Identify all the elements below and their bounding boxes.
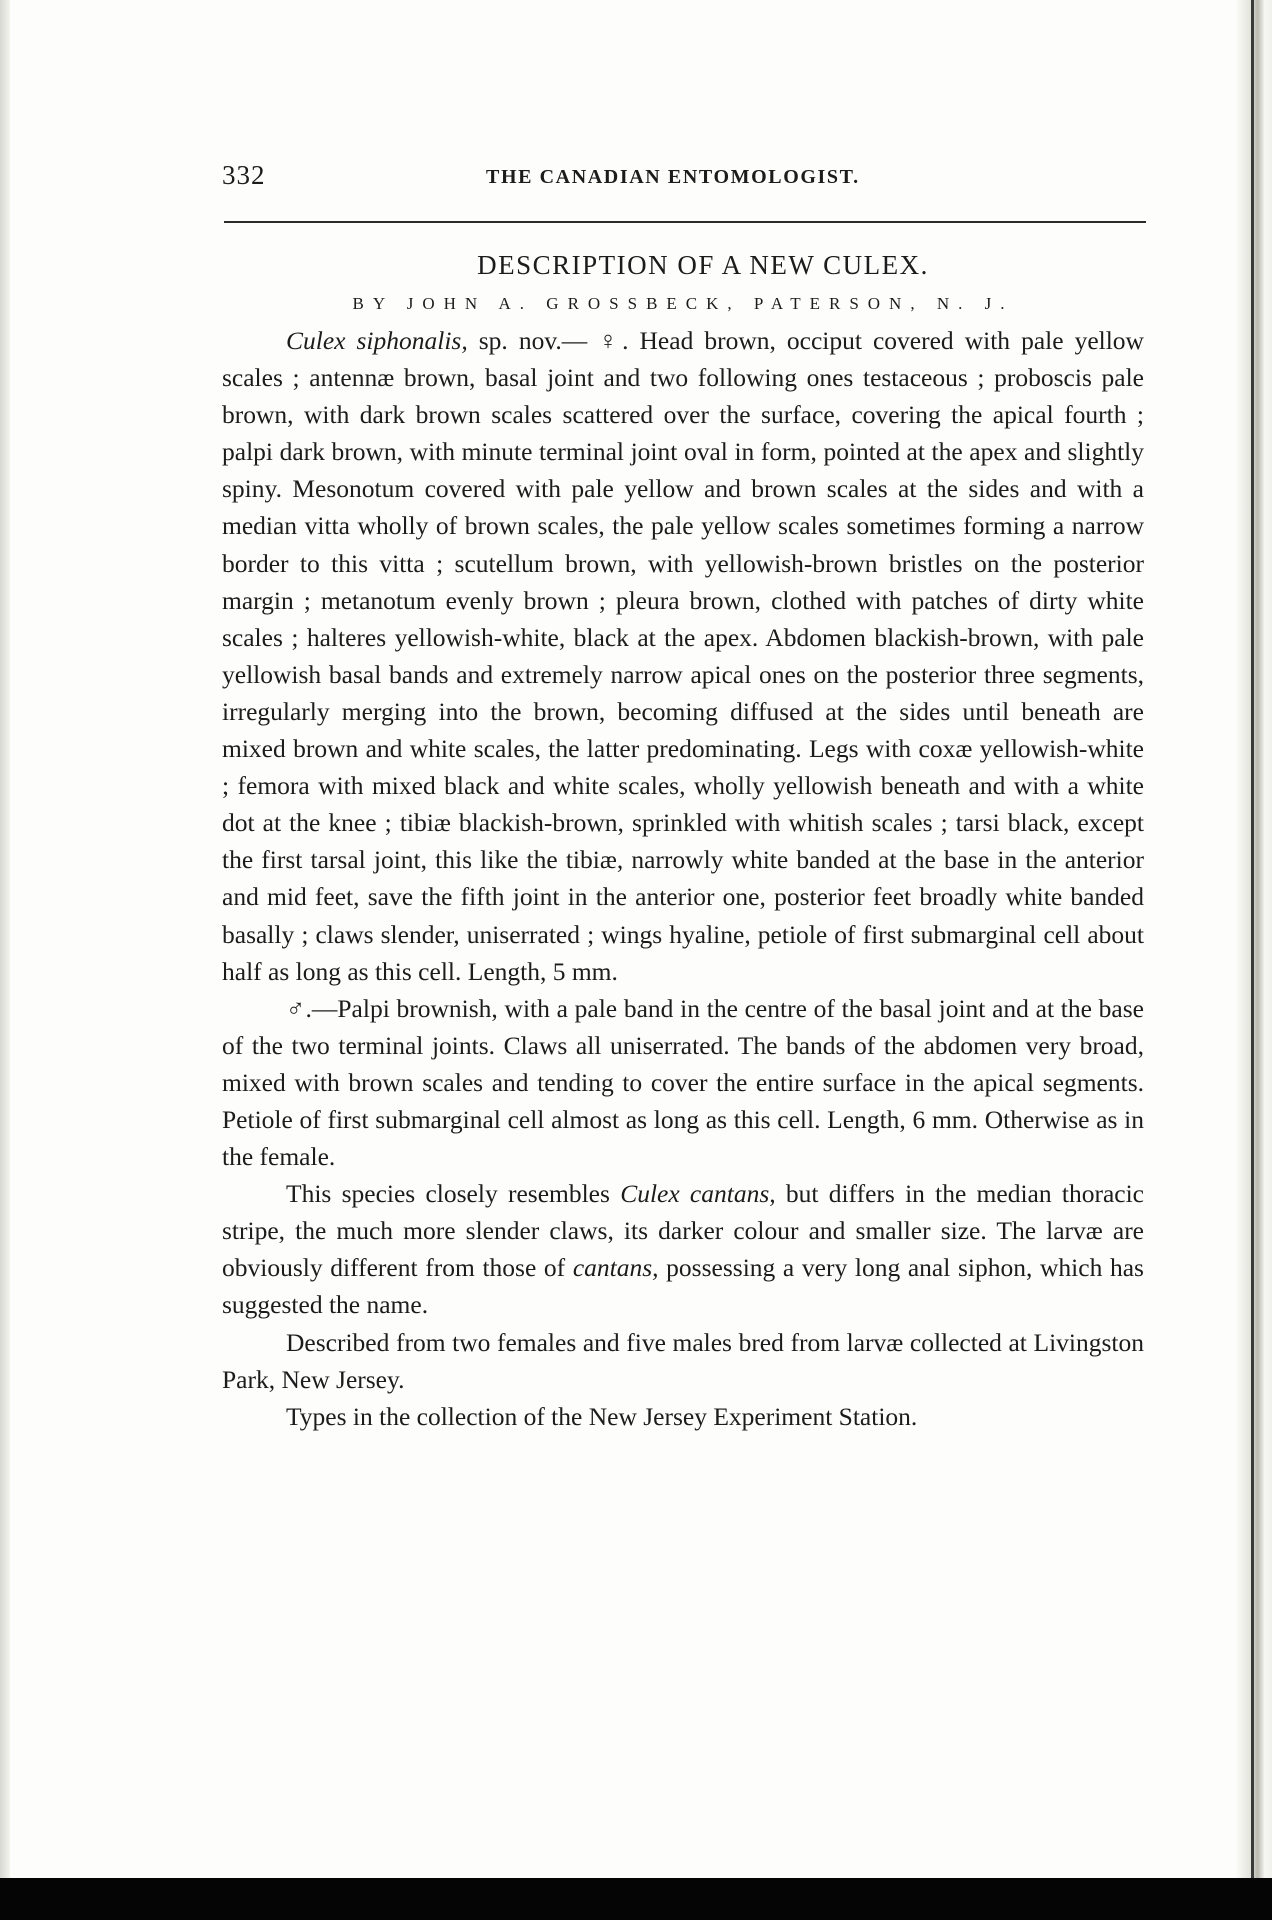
scan-bottom-border — [0, 1878, 1272, 1920]
comparison-species-1: Culex cantans, — [620, 1179, 776, 1209]
female-description-paragraph — [222, 322, 1144, 990]
page-number: 332 — [222, 160, 266, 190]
article-title: DESCRIPTION OF A NEW CULEX. — [477, 250, 929, 280]
page-right-edge — [1236, 0, 1272, 1920]
female-lead: sp. nov.— ♀. — [467, 326, 640, 355]
header-rule — [224, 221, 1146, 223]
types-paragraph: Types in the collection of the New Jersey Experiment Station. — [286, 1401, 918, 1431]
comparison-text-3: possessing a very long anal siphon, which has suggested the name. — [222, 1253, 1144, 1320]
comparison-text-1: This species closely resembles — [286, 1179, 621, 1209]
comparison-species-2: cantans, — [572, 1253, 659, 1283]
binding-line — [1251, 0, 1254, 1900]
page-left-edge — [0, 0, 10, 1920]
article-byline: BY JOHN A. GROSSBECK, PATERSON, N. J. — [352, 294, 1014, 313]
article-body — [222, 246, 1144, 1435]
running-head: THE CANADIAN ENTOMOLOGIST. — [486, 166, 860, 188]
comparison-text-2: but differs in the median thoracic stripe, the much more slender claws, its darker colour and smaller size. The larvæ are obviously different from those of — [222, 1179, 1144, 1283]
male-description-paragraph: ♂.—Palpi brownish, with a pale band in the centre of the basal joint and at the base of the two terminal joints. Claws all uniserrated. The bands of the abdomen very broad, mixed with brown scales and tending to cover the entire surface in the apical segments. Petiole of first submarginal cell almost as long as this cell. Length, 6 mm. Otherwise as in the female. — [222, 993, 1144, 1172]
comparison-paragraph — [222, 1175, 1144, 1323]
species-name: Culex siphonalis, — [286, 326, 468, 355]
female-description: Head brown, occiput covered with pale yellow scales ; antennæ brown, basal joint and two following ones testaceous ; proboscis pale brown, with dark brown scales scattered over the surface, covering the apical fourth ; palpi dark brown, with minute terminal joint oval in form, pointed at the apex and slightly spiny. Mesonotum covered with pale yellow and brown scales at the sides and with a median vitta wholly of brown scales, the pale yellow scales sometimes forming a narrow border to this vitta ; scutellum brown, with yellowish-brown bristles on the posterior margin ; metanotum evenly brown ; pleura brown, clothed with patches of dirty white scales ; halteres yellowish-white, black at the apex. Abdomen blackish-brown, with pale yellowish basal bands and extremely narrow apical ones on the posterior three segments, irregularly merging into the brown, becoming diffused at the sides until beneath are mixed brown and white scales, the latter predominating. Legs with coxæ yellowish-white ; femora with mixed black and white scales, wholly yellowish beneath and with a white dot at the knee ; tibiæ blackish-brown, sprinkled with whitish scales ; tarsi black, except the first tarsal joint, this like the tibiæ, narrowly white banded at the base in the anterior and mid feet, save the fifth joint in the anterior one, posterior feet broadly white banded basally ; claws slender, uniserrated ; wings hyaline, petiole of first submarginal cell about half as long as this cell. Length, 5 mm. — [222, 326, 1144, 986]
page-header — [222, 160, 1144, 200]
material-paragraph: Described from two females and five males bred from larvæ collected at Livingston Park, New Jersey. — [222, 1327, 1144, 1394]
